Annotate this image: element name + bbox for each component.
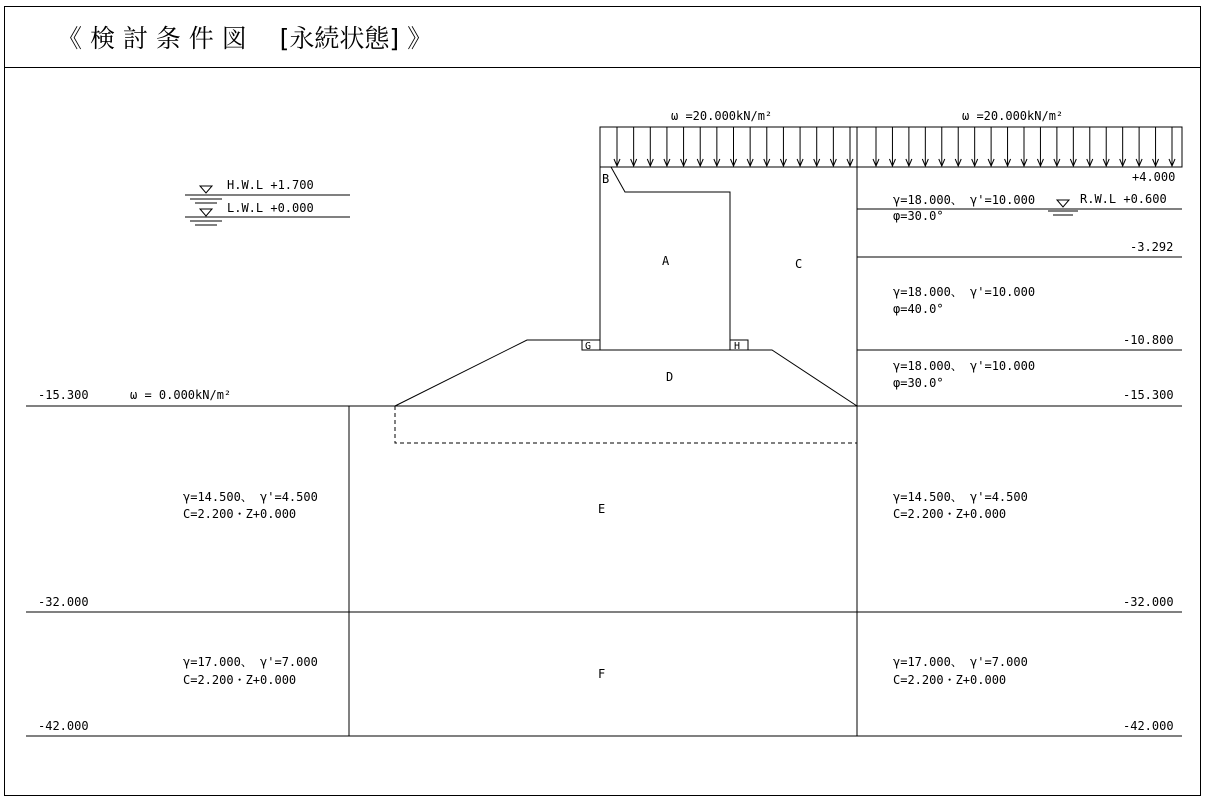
layer-f-right-gamma: γ=17.000、 γ'=7.000	[893, 655, 1028, 669]
backfill3-gamma: γ=18.000、 γ'=10.000	[893, 359, 1036, 373]
hwl-label: H.W.L +1.700	[227, 178, 314, 192]
load-label-right: ω =20.000kN/m²	[962, 109, 1064, 123]
elevation-seabed-left: -15.300	[38, 388, 89, 402]
backfill2-phi: φ=40.0°	[893, 302, 944, 316]
backfill3-phi: φ=30.0°	[893, 376, 944, 390]
lwl-label: L.W.L +0.000	[227, 201, 314, 215]
caisson-structure	[395, 167, 857, 736]
elevation-e4-right: -42.000	[1123, 719, 1174, 733]
zone-a-label: A	[662, 254, 670, 268]
layer-f-left-gamma: γ=17.000、 γ'=7.000	[183, 655, 318, 669]
zone-h-label: H	[734, 341, 741, 352]
elevation-seabed-right: -15.300	[1123, 388, 1174, 402]
zone-g-label: G	[585, 341, 592, 352]
water-level-right	[1048, 200, 1078, 215]
elevation-e1: -3.292	[1130, 240, 1174, 254]
elevation-e3-right: -32.000	[1123, 595, 1174, 609]
zone-c-label: C	[795, 257, 803, 271]
load-arrows	[614, 127, 1175, 166]
load-block	[600, 127, 1182, 167]
load-label-left: ω =20.000kN/m²	[671, 109, 773, 123]
elevation-e3-left: -32.000	[38, 595, 89, 609]
page-title: 《 検 討 条 件 図 [永続状態] 》	[57, 24, 433, 53]
zone-e-label: E	[598, 502, 606, 516]
zone-d-label: D	[666, 370, 674, 384]
backfill2-gamma: γ=18.000、 γ'=10.000	[893, 285, 1036, 299]
layer-e-right-c: C=2.200・Z+0.000	[893, 507, 1007, 521]
rwl-label: R.W.L +0.600	[1080, 192, 1167, 206]
zone-b-label: B	[602, 172, 610, 186]
layer-e-left-gamma: γ=14.500、 γ'=4.500	[183, 490, 318, 504]
elevation-top: +4.000	[1132, 170, 1176, 184]
elevation-e4-left: -42.000	[38, 719, 89, 733]
backfill1-gamma: γ=18.000、 γ'=10.000	[893, 193, 1036, 207]
layer-f-left-c: C=2.200・Z+0.000	[183, 673, 297, 687]
seabed-load-label: ω = 0.000kN/m²	[130, 388, 232, 402]
surcharge-load	[600, 127, 1182, 167]
layer-e-left-c: C=2.200・Z+0.000	[183, 507, 297, 521]
elevation-e2: -10.800	[1123, 333, 1174, 347]
backfill1-phi: φ=30.0°	[893, 209, 944, 223]
zone-f-label: F	[598, 667, 606, 681]
layer-e-right-gamma: γ=14.500、 γ'=4.500	[893, 490, 1028, 504]
layer-f-right-c: C=2.200・Z+0.000	[893, 673, 1007, 687]
